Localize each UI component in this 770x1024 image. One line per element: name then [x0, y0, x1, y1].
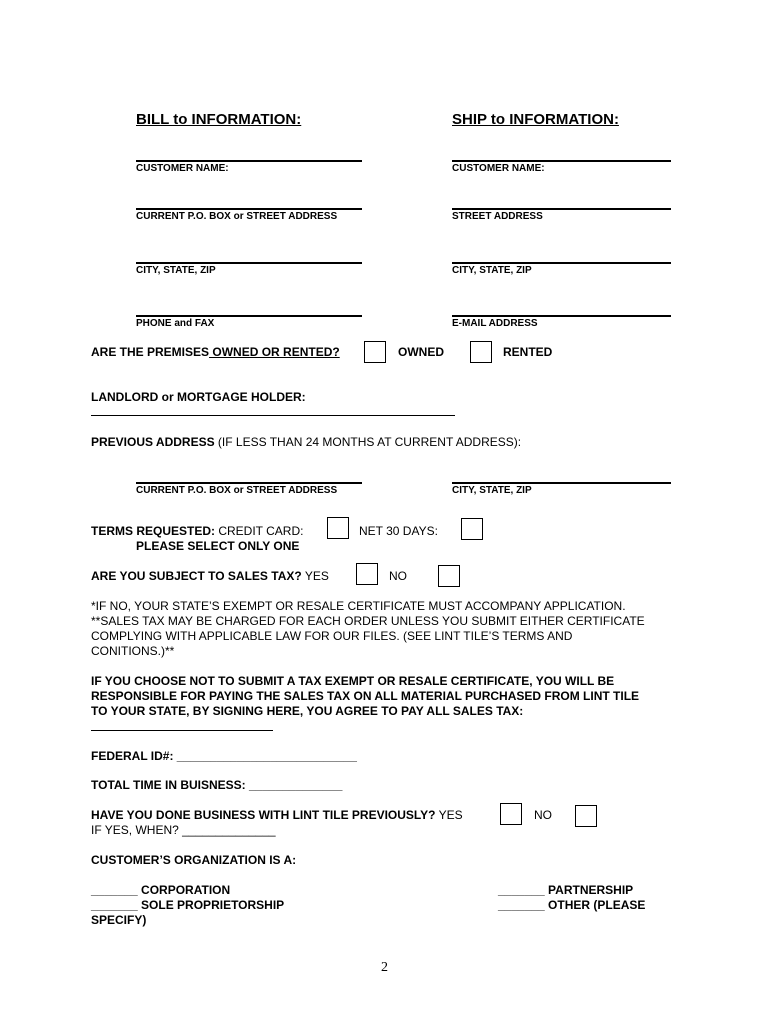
landlord-label: LANDLORD or MORTGAGE HOLDER: [91, 390, 306, 404]
ship-heading: SHIP to INFORMATION: [452, 111, 619, 128]
time-in-business-field[interactable]: TOTAL TIME IN BUISNESS: ______________ [91, 778, 343, 792]
bill-customer-name-line[interactable] [136, 160, 362, 162]
bill-phone-line[interactable] [136, 315, 362, 317]
ship-city-line[interactable] [452, 262, 671, 264]
federal-id-field[interactable]: FEDERAL ID#: ___________________________ [91, 749, 357, 763]
owned-checkbox[interactable] [364, 341, 386, 363]
ship-customer-name-line[interactable] [452, 160, 671, 162]
sales-tax-warning-1: IF YOU CHOOSE NOT TO SUBMIT A TAX EXEMPT OR RESALE CERTIFICATE, YOU WILL BE [91, 674, 615, 688]
rented-label: RENTED [503, 345, 553, 359]
previous-city-line[interactable] [452, 482, 671, 484]
bill-city-line[interactable] [136, 262, 362, 264]
organization-label: CUSTOMER’S ORGANIZATION IS A: [91, 853, 297, 867]
credit-card-checkbox[interactable] [327, 517, 349, 539]
previous-business-when[interactable]: IF YES, WHEN? ______________ [91, 823, 276, 837]
sales-tax-note-2: **SALES TAX MAY BE CHARGED FOR EACH ORDER UNLESS YOU SUBMIT EITHER CERTIFICATE [91, 614, 645, 628]
previous-business-no-checkbox[interactable] [575, 805, 597, 827]
org-other[interactable]: _______ OTHER (PLEASE [498, 898, 646, 912]
bill-address-label: CURRENT P.O. BOX or STREET ADDRESS [136, 211, 338, 222]
sales-tax-yes-checkbox[interactable] [356, 563, 378, 585]
sales-tax-warning-3: TO YOUR STATE, BY SIGNING HERE, YOU AGREE TO PAY ALL SALES TAX: [91, 704, 524, 718]
bill-phone-label: PHONE and FAX [136, 318, 215, 329]
premises-question: ARE THE PREMISES OWNED OR RENTED? [91, 345, 340, 359]
previous-address-line[interactable] [136, 482, 362, 484]
sales-tax-no-label: NO [389, 569, 407, 583]
sales-tax-note-3: COMPLYING WITH APPLICABLE LAW FOR OUR FILES. (SEE LINT TILE’S TERMS AND [91, 629, 573, 643]
select-one-note: PLEASE SELECT ONLY ONE [136, 539, 300, 553]
previous-address-sublabel: CURRENT P.O. BOX or STREET ADDRESS [136, 485, 338, 496]
sales-tax-no-checkbox[interactable] [438, 565, 460, 587]
bill-address-line[interactable] [136, 208, 362, 210]
sales-tax-question: ARE YOU SUBJECT TO SALES TAX? YES [91, 569, 329, 583]
ship-city-label: CITY, STATE, ZIP [452, 265, 532, 276]
ship-address-line[interactable] [452, 208, 671, 210]
previous-business-yes-checkbox[interactable] [500, 803, 522, 825]
ship-address-label: STREET ADDRESS [452, 211, 543, 222]
org-partnership[interactable]: _______ PARTNERSHIP [498, 883, 634, 897]
ship-customer-name-label: CUSTOMER NAME: [452, 163, 545, 174]
landlord-line[interactable] [91, 415, 455, 416]
ship-email-line[interactable] [452, 315, 671, 317]
previous-address-label: PREVIOUS ADDRESS (IF LESS THAN 24 MONTHS AT CURRENT ADDRESS): [91, 435, 522, 449]
sales-tax-signature-line[interactable] [91, 730, 273, 731]
bill-city-label: CITY, STATE, ZIP [136, 265, 216, 276]
bill-customer-name-label: CUSTOMER NAME: [136, 163, 229, 174]
org-corporation[interactable]: _______ CORPORATION [91, 883, 231, 897]
rented-checkbox[interactable] [470, 341, 492, 363]
owned-label: OWNED [398, 345, 444, 359]
page-number: 2 [381, 960, 388, 975]
org-specify: SPECIFY) [91, 913, 147, 927]
sales-tax-note-4: CONITIONS.)** [91, 644, 175, 658]
net30-checkbox[interactable] [461, 518, 483, 540]
sales-tax-warning-2: RESPONSIBLE FOR PAYING THE SALES TAX ON ALL MATERIAL PURCHASED FROM LINT TILE [91, 689, 640, 703]
net30-label: NET 30 DAYS: [359, 524, 438, 538]
previous-business-question: HAVE YOU DONE BUSINESS WITH LINT TILE PREVIOUSLY? YES [91, 808, 463, 822]
org-sole-proprietorship[interactable]: _______ SOLE PROPRIETORSHIP [91, 898, 285, 912]
ship-email-label: E-MAIL ADDRESS [452, 318, 538, 329]
previous-city-sublabel: CITY, STATE, ZIP [452, 485, 532, 496]
terms-label: TERMS REQUESTED: CREDIT CARD: [91, 524, 304, 538]
sales-tax-note-1: *IF NO, YOUR STATE’S EXEMPT OR RESALE CERTIFICATE MUST ACCOMPANY APPLICATION. [91, 599, 626, 613]
previous-business-no-label: NO [534, 808, 552, 822]
bill-heading: BILL to INFORMATION: [136, 111, 302, 128]
